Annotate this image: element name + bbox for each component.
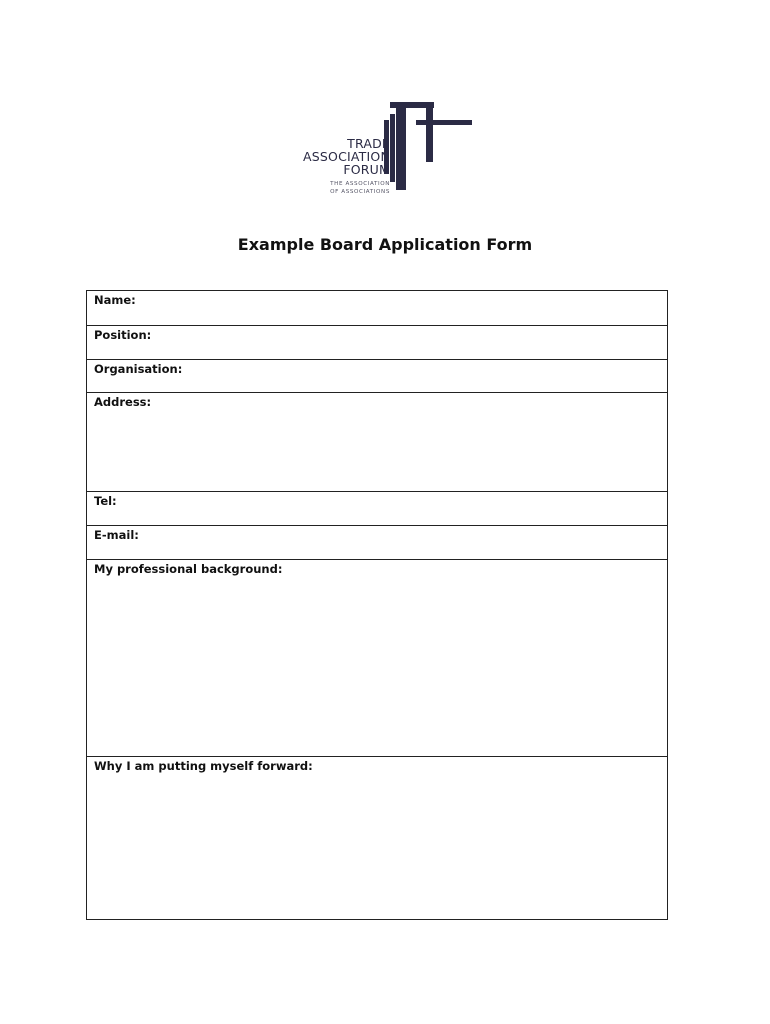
logo-subtitle [330,180,390,196]
form-title: Example Board Application Form [237,235,533,254]
form-row-organisation[interactable] [87,359,667,392]
form-label-professional-background: My professional background: [94,562,283,576]
form-row-why-putting-forward[interactable] [87,756,667,919]
logo-title-line-1: TRADE [347,136,390,151]
form-label-email: E-mail: [94,528,139,542]
form-label-organisation: Organisation: [94,362,183,376]
logo-subtitle-line-1: THE ASSOCIATION [330,181,390,187]
form-row-email[interactable] [87,525,667,559]
form-row-position[interactable] [87,325,667,359]
trade-association-forum-logo [288,98,480,204]
logo-subtitle-line-2: OF ASSOCIATIONS [330,189,390,195]
form-row-tel[interactable] [87,491,667,525]
form-row-address[interactable] [87,392,667,491]
logo-title-line-3: FORUM [343,162,390,177]
form-label-position: Position: [94,328,152,342]
logo-title [303,137,390,176]
application-form-table [86,290,668,920]
form-label-address: Address: [94,395,152,409]
form-row-name[interactable] [87,291,667,325]
form-label-why-putting-forward: Why I am putting myself forward: [94,759,313,773]
form-label-name: Name: [94,293,136,307]
form-row-professional-background[interactable] [87,559,667,756]
logo-title-line-2: ASSOCIATION [303,149,390,164]
form-label-tel: Tel: [94,494,117,508]
